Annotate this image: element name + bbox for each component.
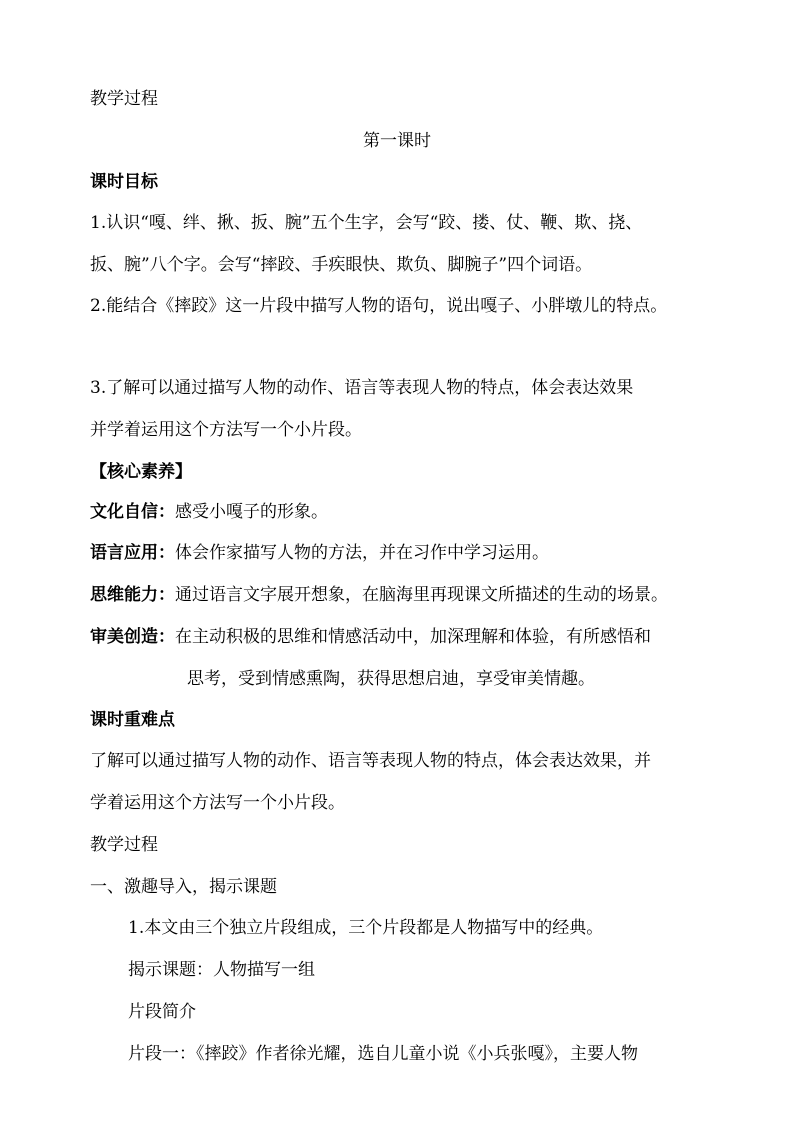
- objective-3-line-2: 并学着运用这个方法写一个小片段。: [90, 420, 362, 440]
- core-item-aesthetics: [90, 627, 651, 647]
- lesson-title: 第一课时: [363, 131, 431, 151]
- section-1-heading: 一、激趣导入，揭示课题: [90, 877, 277, 897]
- core-item-thinking: [90, 585, 668, 605]
- core-item-language: [90, 543, 549, 563]
- core-item-text: 感受小嘎子的形象。: [175, 502, 328, 522]
- intro-heading: 片段简介: [128, 1002, 196, 1022]
- core-item-label: 语言应用：: [90, 543, 175, 563]
- reveal-title: 揭示课题：人物描写一组: [128, 960, 315, 980]
- objective-1-line-2: 扳、腕”八个字。会写“摔跤、手疾眼快、欺负、脚腕子”四个词语。: [90, 255, 593, 275]
- core-item-text: 在主动积极的思维和情感活动中，加深理解和体验，有所感悟和: [175, 627, 651, 647]
- fragment-1: 片段一：《摔跤》作者徐光耀，选自儿童小说《小兵张嘎》，主要人物: [128, 1044, 638, 1064]
- core-item-label: 文化自信：: [90, 502, 175, 522]
- section-heading-teaching-process: 教学过程: [90, 89, 158, 109]
- difficulty-line-1: 了解可以通过描写人物的动作、语言等表现人物的特点，体会表达效果，并: [90, 751, 651, 771]
- section-1-item-1: 1.本文由三个独立片段组成，三个片段都是人物描写中的经典。: [128, 918, 604, 938]
- core-item-aesthetics-continued: 思考，受到情感熏陶，获得思想启迪，享受审美情趣。: [187, 669, 595, 689]
- core-item-label: 思维能力：: [90, 585, 175, 605]
- core-item-text: 体会作家描写人物的方法，并在习作中学习运用。: [175, 543, 549, 563]
- core-item-culture: [90, 502, 328, 522]
- objective-3-line-1: 3.了解可以通过描写人物的动作、语言等表现人物的特点，体会表达效果: [90, 378, 634, 398]
- difficulty-line-2: 学着运用这个方法写一个小片段。: [90, 793, 345, 813]
- section-heading-teaching-process-2: 教学过程: [90, 835, 158, 855]
- core-item-text: 通过语言文字展开想象，在脑海里再现课文所描述的生动的场景。: [175, 585, 668, 605]
- objective-1-line-1: 1.认识“嘎、绊、揪、扳、腕”五个生字，会写“跤、搂、仗、鞭、欺、挠、: [90, 213, 643, 233]
- objectives-heading: 课时目标: [90, 172, 158, 192]
- core-literacy-heading: 【核心素养】: [90, 462, 192, 482]
- objective-2: 2.能结合《摔跤》这一片段中描写人物的语句，说出嘎子、小胖墩儿的特点。: [90, 296, 668, 316]
- difficulty-heading: 课时重难点: [90, 710, 175, 730]
- core-item-label: 审美创造：: [90, 627, 175, 647]
